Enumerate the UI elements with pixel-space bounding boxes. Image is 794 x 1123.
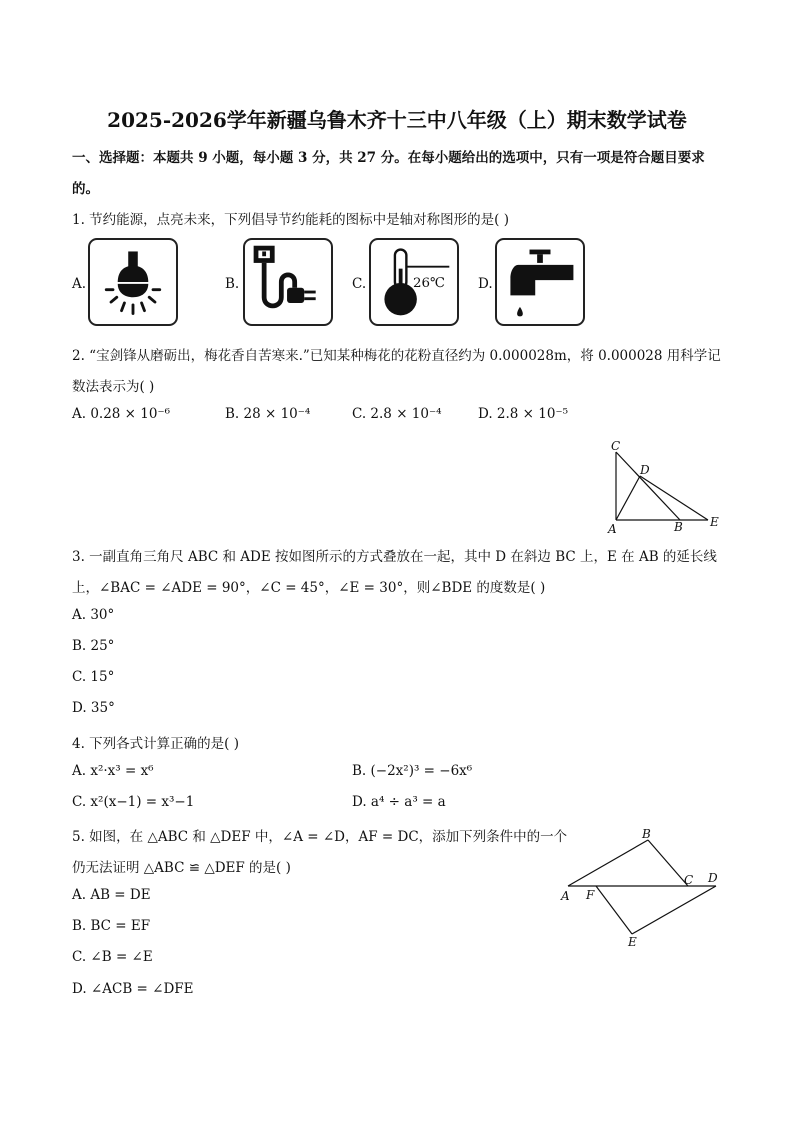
q2-option-b: B. 28 × 10⁻⁴: [225, 406, 311, 422]
section-heading-line1: 一、选择题：本题共 9 小题，每小题 3 分，共 27 分。在每小题给出的选项中，只有一项是符合题目要求: [72, 150, 705, 166]
q1-label-a: A.: [72, 276, 87, 292]
q3-option-c: C. 15°: [72, 669, 115, 685]
q5-stem-line2: 仍无法证明 △ABC ≌ △DEF 的是( ): [72, 860, 291, 876]
q3-label-d: D: [640, 463, 650, 477]
q4-option-c: C. x²(x−1) = x³−1: [72, 794, 195, 810]
q3-option-d: D. 35°: [72, 700, 115, 716]
q3-option-b: B. 25°: [72, 638, 115, 654]
q3-label-b: B: [674, 520, 683, 534]
q4-option-b: B. (−2x²)³ = −6x⁶: [352, 763, 473, 779]
q3-option-a: A. 30°: [72, 607, 115, 623]
thermometer-reading: 26℃: [413, 275, 445, 291]
q2-option-d: D. 2.8 × 10⁻⁵: [478, 406, 569, 422]
thermometer-icon: [369, 238, 459, 326]
q2-stem-line2: 数法表示为( ): [72, 379, 155, 395]
q3-stem-line2: 上，∠BAC = ∠ADE = 90°，∠C = 45°，∠E = 30°，则∠BDE 的度数是( ): [72, 580, 546, 596]
q3-label-a: A: [608, 522, 617, 536]
q5-triangle-figure: [556, 824, 726, 954]
q5-option-c: C. ∠B = ∠E: [72, 949, 153, 965]
q5-label-b: B: [642, 827, 651, 841]
section-heading-line2: 的。: [72, 181, 99, 197]
q5-label-c: C: [684, 873, 694, 887]
q1-label-c: C.: [352, 276, 367, 292]
q3-label-e: E: [710, 515, 719, 529]
q1-label-d: D.: [478, 276, 493, 292]
q5-label-f: F: [586, 888, 595, 902]
q2-option-c: C. 2.8 × 10⁻⁴: [352, 406, 442, 422]
q1-stem: 1. 节约能源，点亮未来，下列倡导节约能耗的图标中是轴对称图形的是( ): [72, 212, 509, 228]
q5-stem-line1: 5. 如图，在 △ABC 和 △DEF 中，∠A = ∠D，AF = DC，添加下列条件中的一个: [72, 829, 568, 845]
q3-stem-line1: 3. 一副直角三角尺 ABC 和 ADE 按如图所示的方式叠放在一起，其中 D 在斜边 BC 上，E 在 AB 的延长线: [72, 549, 717, 565]
plug-icon: [243, 238, 333, 326]
page-title: 2025-2026学年新疆乌鲁木齐十三中八年级（上）期末数学试卷: [107, 108, 687, 132]
q5-option-a: A. AB = DE: [72, 887, 151, 903]
q5-option-d: D. ∠ACB = ∠DFE: [72, 981, 194, 997]
q2-stem-line1: 2. “宝剑锋从磨砺出，梅花香自苦寒来.”已知某种梅花的花粉直径约为 0.000028m，将 0.000028 用科学记: [72, 348, 721, 364]
q5-option-b: B. BC = EF: [72, 918, 151, 934]
q4-option-a: A. x²·x³ = x⁶: [72, 763, 154, 779]
q4-stem: 4. 下列各式计算正确的是( ): [72, 736, 239, 752]
q5-label-e: E: [628, 935, 637, 949]
q4-option-d: D. a⁴ ÷ a³ = a: [352, 794, 446, 810]
q1-label-b: B.: [225, 276, 240, 292]
q3-label-c: C: [611, 439, 621, 453]
q5-label-a: A: [561, 889, 570, 903]
water-tap-icon: [495, 238, 585, 326]
q5-label-d: D: [708, 871, 718, 885]
q2-option-a: A. 0.28 × 10⁻⁶: [72, 406, 171, 422]
lightbulb-icon: [88, 238, 178, 326]
q3-triangle-figure: [600, 436, 730, 536]
